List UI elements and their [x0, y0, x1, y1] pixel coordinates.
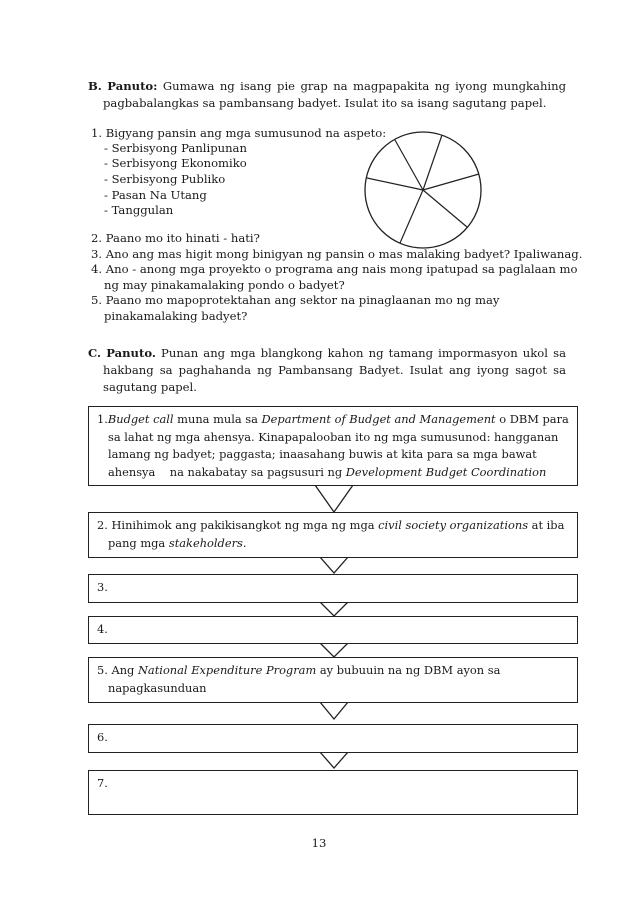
step-1-budget-call: Budget call [107, 412, 174, 426]
step-box-5 [88, 657, 578, 703]
aspect-item: - Serbisyong Publiko [104, 172, 226, 186]
step-1-number: 1. [97, 412, 108, 426]
section-b-instruction-line1: Gumawa ng isang pie grap na magpapakita ng iyong mungkahing [162, 79, 567, 93]
step-5-nep: National Expenditure Program [137, 663, 317, 677]
down-arrow-icon [315, 485, 353, 512]
question-1: 1. Bigyang pansin ang mga sumusunod na aspeto: [91, 126, 387, 140]
step-5-text: ay bubuuin na ng DBM ayon sa [316, 663, 501, 677]
step-2-text: pang mga [108, 535, 169, 550]
aspect-item: - Serbisyong Panlipunan [104, 141, 247, 155]
down-arrow-icon [320, 557, 348, 573]
aspect-item: - Pasan Na Utang [104, 188, 207, 202]
step-2-text: . [242, 535, 247, 550]
step-1-text: muna mula sa [173, 412, 262, 426]
step-6-number: 6. [97, 730, 108, 744]
step-4-number: 4. [97, 622, 108, 636]
section-c-label: C. [88, 346, 102, 360]
section-c-instruction-line3: sagutang papel. [103, 380, 197, 394]
step-1-dbcc-name: Development Budget Coordination [345, 464, 547, 479]
step-1-dbm-name: Department of Budget and Management [261, 412, 496, 426]
step-box-3[interactable] [88, 574, 578, 603]
section-b-title: Panuto: [107, 79, 158, 93]
step-1-line3: lamang ng badyet; paggasta; inaasahang buwis at kita para sa mga bawat [108, 447, 537, 461]
down-arrow-icon [320, 643, 348, 657]
section-b-label: B. [88, 79, 102, 93]
step-2-stakeholders: stakeholders [168, 535, 243, 550]
page-number: 13 [311, 836, 327, 850]
down-arrow-icon [320, 752, 348, 768]
step-box-4[interactable] [88, 616, 578, 644]
step-7-number: 7. [97, 776, 108, 790]
step-1-line4: ahensya na nakabatay sa pagsusuri ng [108, 464, 346, 479]
question-5: 5. Paano mo mapoprotektahan ang sektor na pinaglaanan mo ng may [91, 293, 500, 307]
step-box-6[interactable] [88, 724, 578, 753]
question-4: 4. Ano - anong mga proyekto o programa ang nais mong ipatupad sa paglalaan mo [91, 262, 578, 276]
step-1-line2: sa lahat ng mga ahensya. Kinapapalooban ito ng mga sumusunod: hangganan [108, 429, 559, 444]
step-2-cso: civil society organizations [378, 518, 529, 532]
down-arrow-icon [320, 602, 348, 616]
section-c-instruction-line1: Punan ang mga blangkong kahon ng tamang impormasyon ukol sa [161, 346, 566, 360]
step-box-1 [88, 406, 578, 486]
step-box-2 [88, 512, 578, 558]
question-3: 3. Ano ang mas higit mong binigyan ng pansin o mas malaking badyet? Ipaliwanag. [91, 247, 583, 261]
section-c-instruction-line2: hakbang sa paghahanda ng Pambansang Badyet. Isulat ang iyong sagot sa [103, 363, 566, 377]
step-5-text: 5. Ang [97, 663, 138, 677]
step-3-number: 3. [97, 580, 108, 594]
down-arrow-icon [320, 702, 348, 719]
step-5-line2: napagkasunduan [108, 680, 207, 695]
step-1-text: o DBM para [495, 412, 569, 426]
question-5-cont: pinakamalaking badyet? [104, 309, 248, 323]
section-b-instruction-line2: pagbabalangkas sa pambansang badyet. Isulat ito sa isang sagutang papel. [103, 96, 547, 110]
aspect-item: - Serbisyong Ekonomiko [104, 156, 247, 170]
step-2-text: at iba [528, 518, 565, 532]
section-c-title: Panuto. [106, 346, 156, 360]
step-box-7[interactable] [88, 770, 578, 815]
question-2: 2. Paano mo ito hinati - hati? [91, 231, 260, 245]
question-4-cont: ng may pinakamalaking pondo o badyet? [104, 278, 345, 292]
aspect-item: - Tanggulan [104, 203, 174, 217]
step-2-text: 2. Hinihimok ang pakikisangkot ng mga ng mga [97, 518, 379, 532]
